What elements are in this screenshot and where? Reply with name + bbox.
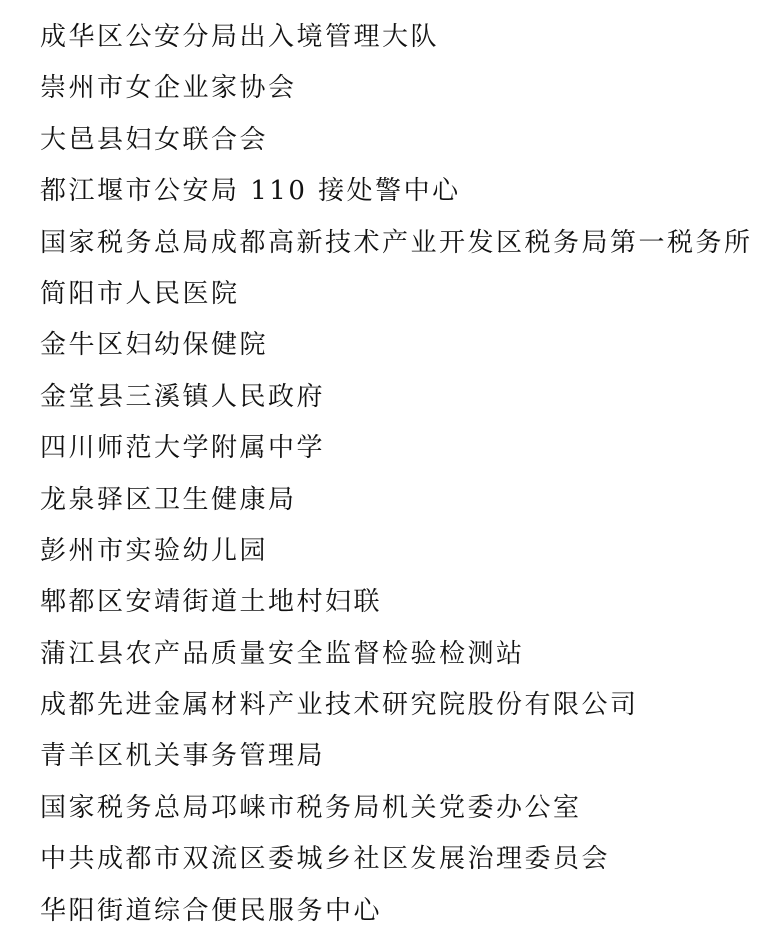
organization-item: 蒲江县农产品质量安全监督检验检测站	[40, 638, 525, 669]
organization-item: 华阳街道综合便民服务中心	[40, 895, 383, 926]
organization-item: 金堂县三溪镇人民政府	[40, 381, 326, 412]
organization-item: 龙泉驿区卫生健康局	[40, 484, 297, 515]
organization-item: 崇州市女企业家协会	[40, 73, 297, 104]
organization-item: 彭州市实验幼儿园	[40, 535, 269, 566]
organization-item: 成华区公安分局出入境管理大队	[40, 22, 440, 52]
organization-item: 国家税务总局邛崃市税务局机关党委办公室	[40, 792, 582, 823]
organization-item: 大邑县妇女联合会	[40, 124, 269, 155]
organization-item: 成都先进金属材料产业技术研究院股份有限公司	[40, 690, 639, 721]
organization-item: 青羊区机关事务管理局	[40, 741, 326, 772]
organization-item: 四川师范大学附属中学	[40, 433, 326, 464]
organization-item: 都江堰市公安局 110 接处警中心	[40, 176, 461, 207]
organization-item: 简阳市人民医院	[40, 278, 240, 309]
organization-list	[40, 12, 780, 937]
organization-item: 中共成都市双流区委城乡社区发展治理委员会	[40, 844, 611, 875]
organization-item: 国家税务总局成都高新技术产业开发区税务局第一税务所	[40, 227, 753, 258]
organization-item: 郫都区安靖街道土地村妇联	[40, 587, 383, 618]
organization-item: 金牛区妇幼保健院	[40, 330, 269, 361]
